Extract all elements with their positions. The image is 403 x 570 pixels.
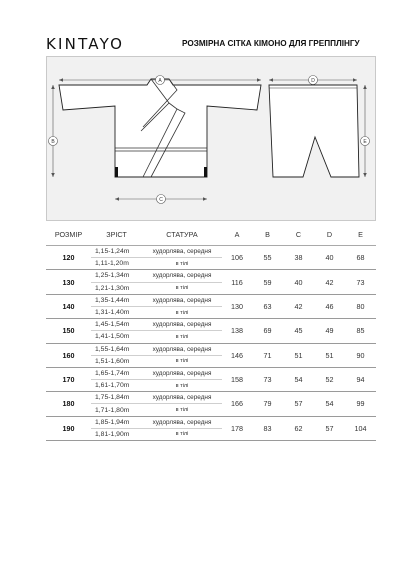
measure-a-cell: 166 <box>222 392 252 416</box>
measure-b-cell: 63 <box>252 294 283 318</box>
size-cell: 160 <box>46 343 91 367</box>
measure-c-cell: 62 <box>283 416 314 440</box>
jacket-slit-left <box>115 167 118 177</box>
measure-d-cell: 49 <box>314 319 345 343</box>
measure-a-cell: 138 <box>222 319 252 343</box>
measure-d-cell: 51 <box>314 343 345 367</box>
column-header: СТАТУРА <box>142 223 222 246</box>
column-header: ЗРІСТ <box>91 223 142 246</box>
measure-d-cell: 52 <box>314 367 345 391</box>
build-cell: худорлява, середня <box>142 246 222 258</box>
height-cell: 1,35-1,44m <box>91 294 142 306</box>
measure-e-cell: 68 <box>345 246 376 270</box>
table-row <box>46 270 376 282</box>
measure-c-cell: 45 <box>283 319 314 343</box>
measure-b-cell: 59 <box>252 270 283 294</box>
measure-d-cell: 54 <box>314 392 345 416</box>
height-cell: 1,41-1,50m <box>91 331 142 343</box>
label-d: D <box>311 77 315 84</box>
measure-a-cell: 130 <box>222 294 252 318</box>
build-cell: в тілі <box>142 331 222 343</box>
build-cell: худорлява, середня <box>142 392 222 404</box>
height-cell: 1,85-1,94m <box>91 416 142 428</box>
table-row <box>46 343 376 355</box>
measure-e-cell: 85 <box>345 319 376 343</box>
size-table <box>46 223 376 441</box>
build-cell: худорлява, середня <box>142 319 222 331</box>
build-cell: худорлява, середня <box>142 367 222 379</box>
build-cell: в тілі <box>142 306 222 318</box>
measure-e-cell: 73 <box>345 270 376 294</box>
build-cell: худорлява, середня <box>142 270 222 282</box>
table-body <box>46 246 376 441</box>
measure-d-cell: 57 <box>314 416 345 440</box>
height-cell: 1,61-1,70m <box>91 380 142 392</box>
kimono-diagram <box>46 56 376 221</box>
build-cell: в тілі <box>142 428 222 440</box>
measure-e-cell: 80 <box>345 294 376 318</box>
size-cell: 170 <box>46 367 91 391</box>
build-cell: в тілі <box>142 355 222 367</box>
page-title: РОЗМІРНА СІТКА КІМОНО ДЛЯ ГРЕППЛІНГУ <box>182 39 360 48</box>
measure-b-cell: 69 <box>252 319 283 343</box>
pants-outline <box>269 85 359 177</box>
height-cell: 1,71-1,80m <box>91 404 142 416</box>
size-cell: 150 <box>46 319 91 343</box>
size-cell: 120 <box>46 246 91 270</box>
measure-c-cell: 54 <box>283 367 314 391</box>
measure-d-cell: 46 <box>314 294 345 318</box>
height-cell: 1,45-1,54m <box>91 319 142 331</box>
height-cell: 1,75-1,84m <box>91 392 142 404</box>
height-cell: 1,55-1,64m <box>91 343 142 355</box>
brand-logo: KINTAYO <box>46 35 125 53</box>
measure-a-cell: 158 <box>222 367 252 391</box>
height-cell: 1,11-1,20m <box>91 258 142 270</box>
height-cell: 1,31-1,40m <box>91 306 142 318</box>
measure-e-cell: 99 <box>345 392 376 416</box>
measure-b-cell: 71 <box>252 343 283 367</box>
height-cell: 1,15-1,24m <box>91 246 142 258</box>
build-cell: в тілі <box>142 380 222 392</box>
build-cell: в тілі <box>142 282 222 294</box>
table-header-row <box>46 223 376 246</box>
column-header: B <box>252 223 283 246</box>
height-cell: 1,21-1,30m <box>91 282 142 294</box>
measure-c-cell: 40 <box>283 270 314 294</box>
measure-a-cell: 178 <box>222 416 252 440</box>
height-cell: 1,51-1,60m <box>91 355 142 367</box>
measure-b-cell: 83 <box>252 416 283 440</box>
column-header: РОЗМІР <box>46 223 91 246</box>
measure-c-cell: 51 <box>283 343 314 367</box>
table-row <box>46 246 376 258</box>
label-c: C <box>159 196 163 203</box>
column-header: A <box>222 223 252 246</box>
size-cell: 140 <box>46 294 91 318</box>
label-a: A <box>158 77 162 84</box>
size-cell: 130 <box>46 270 91 294</box>
height-cell: 1,65-1,74m <box>91 367 142 379</box>
build-cell: в тілі <box>142 258 222 270</box>
label-b: B <box>51 138 55 145</box>
label-e: E <box>363 138 367 145</box>
kimono-drawing <box>47 57 377 222</box>
measure-c-cell: 57 <box>283 392 314 416</box>
build-cell: худорлява, середня <box>142 343 222 355</box>
table-row <box>46 294 376 306</box>
height-cell: 1,25-1,34m <box>91 270 142 282</box>
jacket-slit-right <box>204 167 207 177</box>
measure-e-cell: 90 <box>345 343 376 367</box>
size-cell: 190 <box>46 416 91 440</box>
table-row <box>46 319 376 331</box>
measure-d-cell: 40 <box>314 246 345 270</box>
table-row <box>46 367 376 379</box>
header <box>46 36 376 53</box>
build-cell: в тілі <box>142 404 222 416</box>
measure-b-cell: 73 <box>252 367 283 391</box>
measure-c-cell: 38 <box>283 246 314 270</box>
measure-b-cell: 55 <box>252 246 283 270</box>
build-cell: худорлява, середня <box>142 416 222 428</box>
build-cell: худорлява, середня <box>142 294 222 306</box>
measure-b-cell: 79 <box>252 392 283 416</box>
measure-a-cell: 116 <box>222 270 252 294</box>
jacket-outline <box>59 79 261 177</box>
table-row <box>46 416 376 428</box>
table-row <box>46 392 376 404</box>
measure-c-cell: 42 <box>283 294 314 318</box>
measure-e-cell: 104 <box>345 416 376 440</box>
column-header: D <box>314 223 345 246</box>
measure-e-cell: 94 <box>345 367 376 391</box>
measure-a-cell: 106 <box>222 246 252 270</box>
column-header: E <box>345 223 376 246</box>
size-cell: 180 <box>46 392 91 416</box>
height-cell: 1,81-1,90m <box>91 428 142 440</box>
measure-a-cell: 146 <box>222 343 252 367</box>
column-header: C <box>283 223 314 246</box>
measure-d-cell: 42 <box>314 270 345 294</box>
